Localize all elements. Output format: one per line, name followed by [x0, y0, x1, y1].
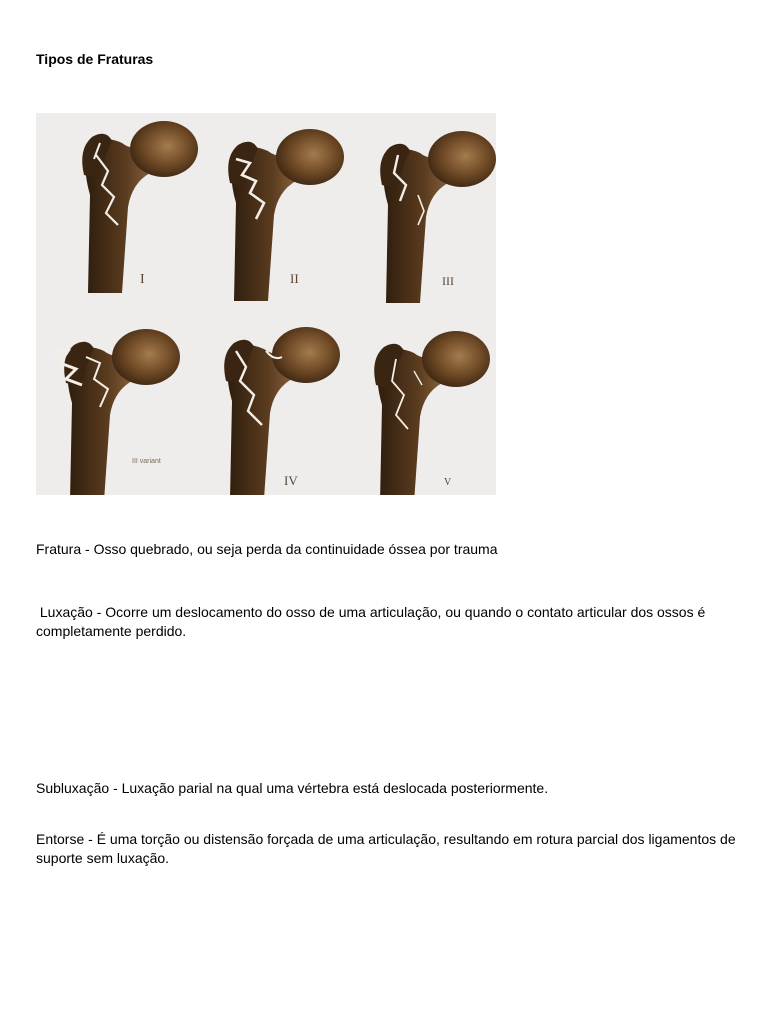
femur-panel-iv	[224, 327, 340, 495]
inset-caption: III variant	[132, 458, 161, 465]
femur-panel-i	[82, 121, 198, 293]
panel-label-iii: III	[442, 274, 454, 288]
paragraph-luxacao: Luxação - Ocorre um deslocamento do osso de uma articulação, ou quando o contato articular dos ossos é completamente perdido.	[36, 604, 710, 639]
panel-label-ii: II	[290, 271, 299, 286]
panel-label-i: I	[140, 272, 145, 287]
femur-panel-iii-variant	[52, 329, 180, 495]
panel-label-v: V	[444, 477, 452, 488]
femur-fracture-classification-figure	[36, 113, 496, 495]
femur-panel-iii	[380, 131, 496, 303]
paragraph-entorse: Entorse - É uma torção ou distensão forçada de uma articulação, resultando em rotura parcial dos ligamentos de suporte sem luxação.	[36, 831, 740, 866]
femur-panel-ii	[228, 129, 344, 301]
paragraph-subluxacao: Subluxação - Luxação parial na qual uma vértebra está deslocada posteriormente.	[36, 780, 549, 796]
panel-label-iv: IV	[284, 473, 298, 488]
paragraph-fratura: Fratura - Osso quebrado, ou seja perda da continuidade óssea por trauma	[36, 541, 498, 557]
femur-panel-v	[374, 331, 490, 495]
page-title: Tipos de Fraturas	[36, 51, 154, 67]
